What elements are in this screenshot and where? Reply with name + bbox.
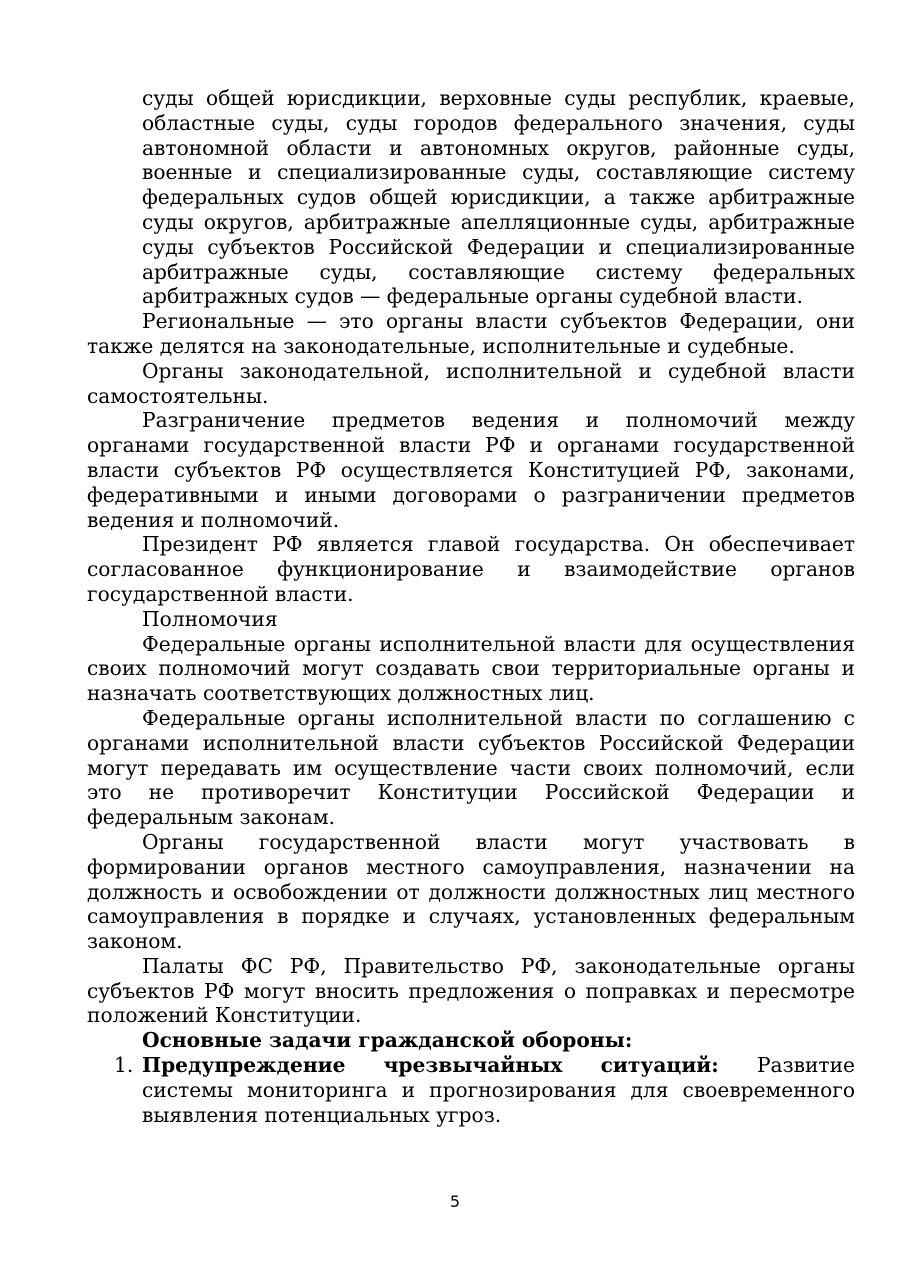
section-heading: Основные задачи гражданской обороны:	[142, 1028, 633, 1053]
page-number: 5	[449, 1192, 461, 1211]
paragraph-courts-list: суды общей юрисдикции, верховные суды республик, краевые, областные суды, суды городов федерального значения, суды автономной области и автономных округов, районные суды, военные и специализированные суды, составляющие систему федеральных судов общей юрисдикции, а также арбитражные суды округов, арбитражные апелляционные суды, арбитражные суды субъектов Российской Федерации и специализированные арбитражные суды, составляющие систему федеральных арбитражных судов — федеральные органы судебной власти.	[142, 86, 855, 309]
paragraph-constitution-amendments: Палаты ФС РФ, Правительство РФ, законодательные органы субъектов РФ могут вносить предложения о поправках и пересмотре положений Конституции.	[87, 953, 855, 1028]
paragraph-powers-label: Полномочия	[142, 606, 278, 631]
list-item-text: Развитие системы мониторинга и прогнозирования для своевременного выявления потенциальных угроз.	[142, 1053, 855, 1127]
paragraph-branches-independence: Органы законодательной, исполнительной и судебной власти самостоятельны.	[87, 358, 855, 408]
paragraph-local-self-government: Органы государственной власти могут участвовать в формировании органов местного самоуправления, назначении на должность и освобождении от должности должностных лиц местного самоуправления в порядке и случаях, установленных федеральным законом.	[87, 829, 855, 954]
list-item	[114, 1053, 855, 1127]
list-item-number: 1.	[114, 1053, 134, 1078]
paragraph-territorial-bodies: Федеральные органы исполнительной власти для осуществления своих полномочий могут создавать свои территориальные органы и назначать соответствующих должностных лиц.	[87, 631, 855, 706]
paragraph-delimitation-of-powers: Разграничение предметов ведения и полномочий между органами государственной власти РФ и органами государственной власти субъектов РФ осуществляется Конституцией РФ, законами, федеративными и иными договорами о разграничении предметов ведения и полномочий.	[87, 408, 855, 532]
list-item-title: Предупреждение чрезвычайных ситуаций:	[142, 1053, 757, 1078]
paragraph-regional-authorities: Региональные — это органы власти субъектов Федерации, они также делятся на законодательные, исполнительные и судебные.	[87, 309, 855, 358]
paragraph-transfer-of-powers: Федеральные органы исполнительной власти по соглашению с органами исполнительной власти субъектов Российской Федерации могут передавать им осуществление части своих полномочий, если это не противоречит Конституции Российской Федерации и федеральным законам.	[87, 705, 855, 830]
paragraph-president: Президент РФ является главой государства. Он обеспечивает согласованное функционирование и взаимодействие органов государственной власти.	[87, 532, 855, 606]
document-body	[87, 86, 855, 1127]
